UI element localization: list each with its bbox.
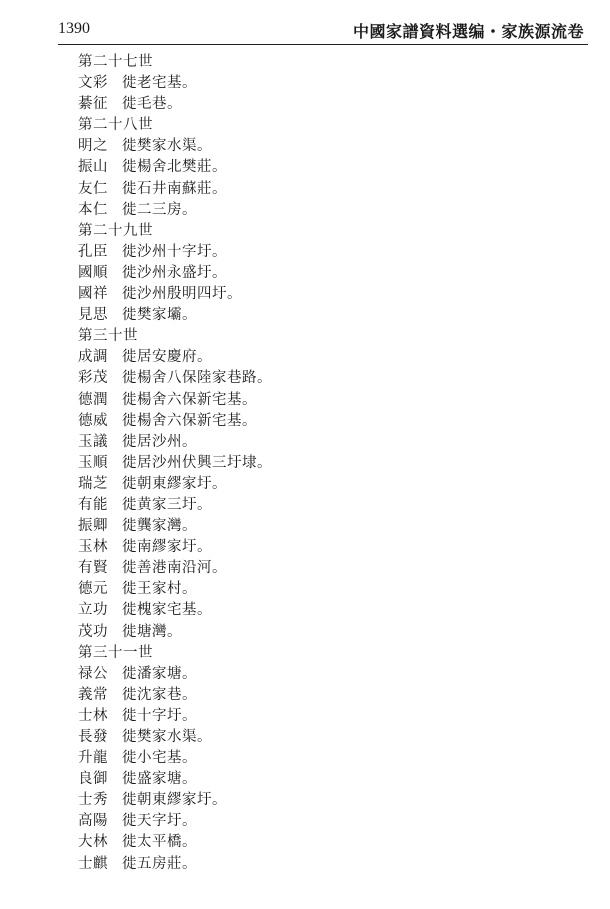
person-entry bbox=[78, 157, 578, 178]
person-name: 國祥 bbox=[78, 286, 108, 303]
person-name: 士林 bbox=[78, 707, 108, 724]
book-title: 中國家譜資料選编・家族源流卷 bbox=[352, 22, 584, 41]
migration-destination: 徙天字圩。 bbox=[122, 813, 197, 830]
person-entry bbox=[78, 453, 578, 474]
person-name: 良御 bbox=[78, 771, 108, 788]
person-entry bbox=[78, 284, 578, 305]
person-entry bbox=[78, 411, 578, 432]
migration-destination: 徙居安慶府。 bbox=[122, 349, 212, 366]
person-entry bbox=[78, 432, 578, 453]
migration-destination: 徙朝東繆家圩。 bbox=[122, 475, 227, 492]
person-entry bbox=[78, 242, 578, 263]
migration-destination: 徙朝東繆家圩。 bbox=[122, 792, 227, 809]
migration-destination: 徙居沙州伏興三圩埭。 bbox=[122, 454, 272, 471]
person-name: 士麒 bbox=[78, 855, 108, 872]
person-name: 玉林 bbox=[78, 539, 108, 556]
migration-destination: 徙二三房。 bbox=[122, 201, 197, 218]
person-entry bbox=[78, 727, 578, 748]
generation-heading: 第二十八世 bbox=[78, 117, 153, 134]
person-name: 升龍 bbox=[78, 750, 108, 767]
person-name: 德元 bbox=[78, 581, 108, 598]
person-name: 大林 bbox=[78, 834, 108, 851]
person-name: 高陽 bbox=[78, 813, 108, 830]
migration-destination: 徙楊舍北樊莊。 bbox=[122, 159, 227, 176]
person-entry bbox=[78, 706, 578, 727]
person-entry bbox=[78, 854, 578, 875]
person-name: 振卿 bbox=[78, 518, 108, 535]
person-entry bbox=[78, 474, 578, 495]
person-entry bbox=[78, 73, 578, 94]
migration-destination: 徙黄家三圩。 bbox=[122, 496, 212, 513]
person-name: 孔臣 bbox=[78, 243, 108, 260]
person-name: 禄公 bbox=[78, 665, 108, 682]
genealogy-list bbox=[78, 52, 578, 875]
person-name: 綦征 bbox=[78, 96, 108, 113]
person-name: 國順 bbox=[78, 264, 108, 281]
person-entry bbox=[78, 622, 578, 643]
person-entry bbox=[78, 664, 578, 685]
migration-destination: 徙居沙州。 bbox=[122, 433, 197, 450]
migration-destination: 徙楊舍六保新宅基。 bbox=[122, 391, 257, 408]
person-name: 玉議 bbox=[78, 433, 108, 450]
person-entry bbox=[78, 347, 578, 368]
person-entry bbox=[78, 263, 578, 284]
migration-destination: 徙楊舍八保陸家巷路。 bbox=[122, 370, 272, 387]
person-entry bbox=[78, 179, 578, 200]
migration-destination: 徙楊舍六保新宅基。 bbox=[122, 412, 257, 429]
person-name: 有能 bbox=[78, 496, 108, 513]
migration-destination: 徙老宅基。 bbox=[122, 75, 197, 92]
person-name: 長發 bbox=[78, 729, 108, 745]
migration-destination: 徙樊家水渠。 bbox=[122, 138, 212, 155]
person-name: 本仁 bbox=[78, 201, 108, 218]
migration-destination: 徙毛巷。 bbox=[122, 96, 182, 113]
migration-destination: 徙沙州殷明四圩。 bbox=[122, 286, 242, 303]
migration-destination: 徙五房莊。 bbox=[122, 855, 197, 872]
person-name: 玉順 bbox=[78, 454, 108, 471]
person-name: 德潤 bbox=[78, 391, 108, 408]
migration-destination: 徙樊家水渠。 bbox=[122, 729, 212, 745]
person-name: 德威 bbox=[78, 412, 108, 429]
migration-destination: 徙塘灣。 bbox=[122, 623, 182, 640]
generation-heading: 第二十九世 bbox=[78, 222, 153, 239]
person-entry bbox=[78, 516, 578, 537]
migration-destination: 徙盛家塘。 bbox=[122, 771, 197, 788]
migration-destination: 徙石井南蘇莊。 bbox=[122, 180, 227, 197]
migration-destination: 徙王家村。 bbox=[122, 581, 197, 598]
page-number: 1390 bbox=[58, 20, 90, 37]
person-entry bbox=[78, 200, 578, 221]
person-entry bbox=[78, 390, 578, 411]
person-name: 有賢 bbox=[78, 560, 108, 577]
person-entry bbox=[78, 790, 578, 811]
person-entry bbox=[78, 769, 578, 790]
person-name: 成調 bbox=[78, 349, 108, 366]
person-name: 文彩 bbox=[78, 75, 108, 92]
person-name: 明之 bbox=[78, 138, 108, 155]
person-name: 茂功 bbox=[78, 623, 108, 640]
migration-destination: 徙沙州永盛圩。 bbox=[122, 264, 227, 281]
person-entry bbox=[78, 600, 578, 621]
generation-heading: 第二十七世 bbox=[78, 54, 153, 70]
person-name: 士秀 bbox=[78, 792, 108, 809]
person-entry bbox=[78, 495, 578, 516]
person-name: 瑞芝 bbox=[78, 475, 108, 492]
person-entry bbox=[78, 94, 578, 115]
person-entry bbox=[78, 558, 578, 579]
person-name: 見思 bbox=[78, 307, 108, 324]
person-entry bbox=[78, 368, 578, 389]
migration-destination: 徙龔家灣。 bbox=[122, 518, 197, 535]
person-name: 立功 bbox=[78, 602, 108, 619]
person-entry bbox=[78, 832, 578, 853]
page-header bbox=[58, 18, 588, 45]
generation-heading: 第三十世 bbox=[78, 328, 138, 345]
migration-destination: 徙潘家塘。 bbox=[122, 665, 197, 682]
migration-destination: 徙善港南沿河。 bbox=[122, 560, 227, 577]
person-entry bbox=[78, 685, 578, 706]
migration-destination: 徙南繆家圩。 bbox=[122, 539, 212, 556]
migration-destination: 徙太平橋。 bbox=[122, 834, 197, 851]
migration-destination: 徙十字圩。 bbox=[122, 707, 197, 724]
generation-heading: 第三十一世 bbox=[78, 644, 153, 661]
person-entry bbox=[78, 537, 578, 558]
person-entry bbox=[78, 136, 578, 157]
migration-destination: 徙沈家巷。 bbox=[122, 686, 197, 703]
person-entry bbox=[78, 748, 578, 769]
person-entry bbox=[78, 305, 578, 326]
person-name: 彩茂 bbox=[78, 370, 108, 387]
migration-destination: 徙槐家宅基。 bbox=[122, 602, 212, 619]
migration-destination: 徙小宅基。 bbox=[122, 750, 197, 767]
person-entry bbox=[78, 811, 578, 832]
person-name: 振山 bbox=[78, 159, 108, 176]
migration-destination: 徙樊家壩。 bbox=[122, 307, 197, 324]
person-name: 友仁 bbox=[78, 180, 108, 197]
person-name: 義常 bbox=[78, 686, 108, 703]
person-entry bbox=[78, 579, 578, 600]
migration-destination: 徙沙州十字圩。 bbox=[122, 243, 227, 260]
